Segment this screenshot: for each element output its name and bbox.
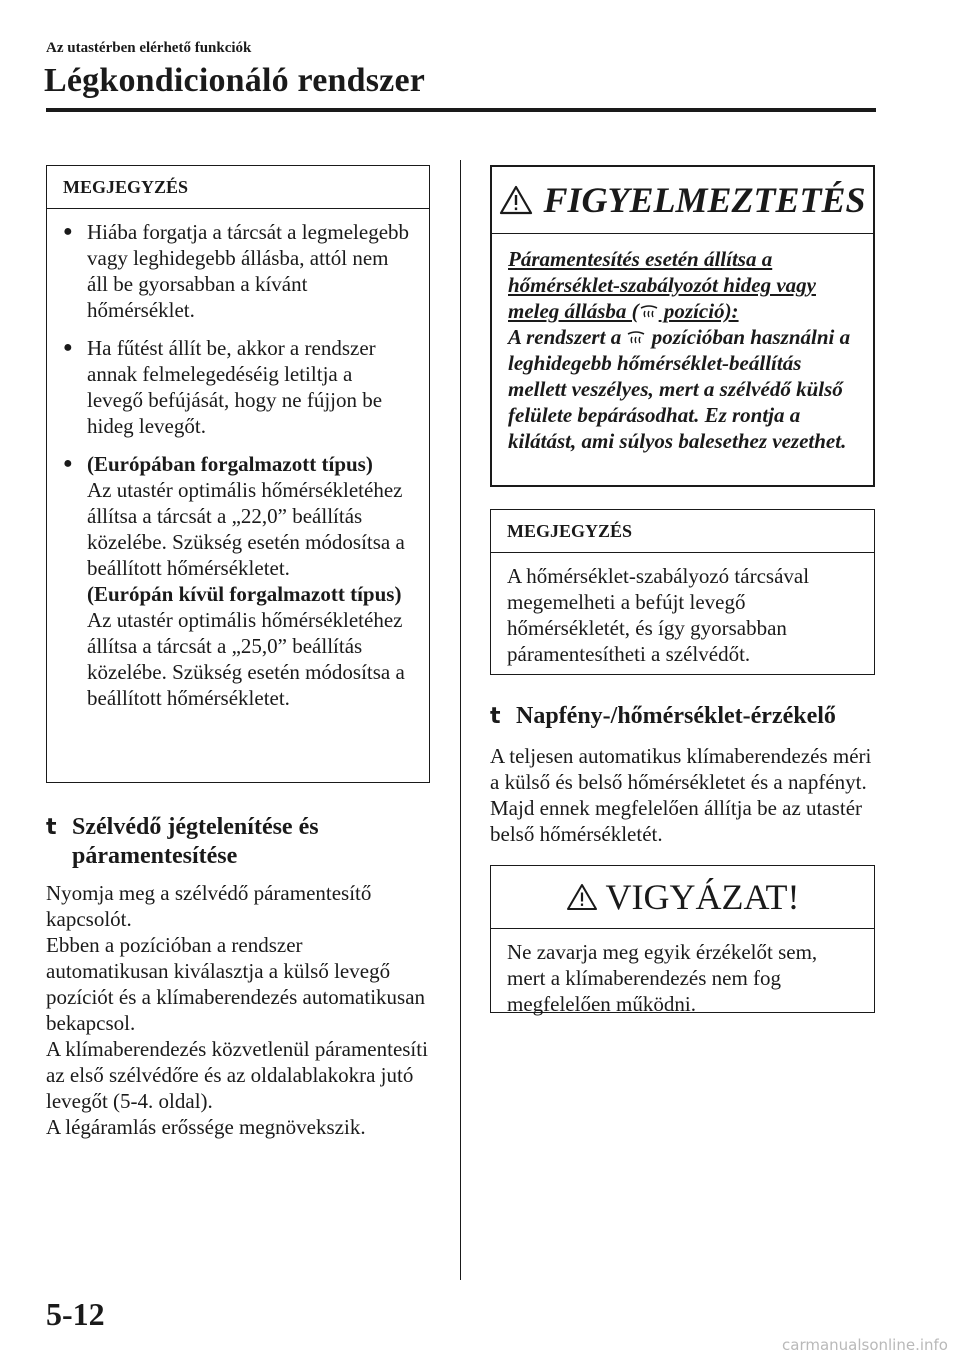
warning-instruction-line: Páramentesítés esetén állítsa a bbox=[508, 247, 773, 271]
page-number: 5-12 bbox=[46, 1296, 105, 1332]
column-divider bbox=[460, 160, 461, 1280]
list-item-text: Hiába forgatja a tárcsát a legmelegebb vagy leghidegebb állásba, attól nem áll be gyorsabban a kívánt hőmérséklet. bbox=[87, 220, 410, 322]
warning-explanation bbox=[508, 324, 857, 454]
warning-box bbox=[490, 165, 875, 487]
list-item-text bbox=[87, 451, 413, 711]
header-rule bbox=[46, 108, 876, 112]
defrost-heading bbox=[46, 813, 430, 871]
caution-box bbox=[490, 865, 875, 1016]
page-title: Légkondicionáló rendszer bbox=[44, 62, 426, 99]
warning-instruction-text: pozíció): bbox=[658, 299, 739, 323]
defrost-heading-text: Szélvédő jégtelenítése és páramentesítése bbox=[72, 814, 319, 869]
non-eu-type-label: (Európán kívül forgalmazott típus) bbox=[87, 582, 402, 606]
list-item-text: Ha fűtést állít be, akkor a rendszer annak felmelegedéséig letiltja a levegő befújását, hogy ne fújjon be hideg levegőt. bbox=[87, 336, 383, 438]
sensor-heading bbox=[490, 702, 875, 731]
list-item bbox=[63, 219, 413, 323]
section-marker-icon: t bbox=[46, 815, 57, 840]
note-box-2-body: A hőmérséklet-szabályozó tárcsával megemelheti a befújt levegő hőmérsékletét, és így gyorsabban páramentesítheti a szélvédőt. bbox=[507, 564, 810, 666]
bullet-icon: ● bbox=[63, 339, 73, 356]
watermark: carmanualsonline.info bbox=[782, 1336, 948, 1354]
warning-explanation-text: A rendszert a bbox=[508, 325, 627, 349]
note-box-2 bbox=[490, 509, 875, 675]
warning-instruction-text: meleg állásba ( bbox=[508, 299, 639, 323]
list-item bbox=[63, 335, 413, 439]
sensor-body: A teljesen automatikus klímaberendezés méri a külső és belső hőmérsékletet és a napfényt. Majd ennek megfelelően állítja be az utastér belső hőmérsékletét. bbox=[490, 744, 872, 846]
warning-triangle-icon bbox=[566, 883, 598, 911]
caution-body: Ne zavarja meg egyik érzékelőt sem, mert a klímaberendezés nem fog megfelelően működni. bbox=[507, 940, 818, 1016]
warning-body bbox=[492, 234, 873, 466]
paragraph: Nyomja meg a szélvédő páramentesítő kapcsolót. bbox=[46, 881, 372, 931]
note-box-2-heading: MEGJEGYZÉS bbox=[491, 510, 874, 553]
section-marker-icon: t bbox=[490, 704, 501, 729]
section-label: Az utastérben elérhető funkciók bbox=[46, 40, 252, 56]
warning-instruction-line bbox=[508, 298, 857, 324]
warning-triangle-icon bbox=[499, 185, 533, 215]
bullet-icon: ● bbox=[63, 223, 73, 240]
bullet-icon: ● bbox=[63, 455, 73, 472]
warning-instruction-line: hőmérséklet-szabályozót hideg vagy bbox=[508, 273, 816, 297]
note-box-1-body bbox=[47, 209, 429, 723]
note-box-1-heading: MEGJEGYZÉS bbox=[47, 166, 429, 209]
caution-heading bbox=[491, 866, 874, 929]
sensor-heading-text: Napfény-/hőmérséklet-érzékelő bbox=[516, 703, 836, 729]
warning-heading bbox=[492, 167, 873, 234]
windshield-defroster-icon bbox=[626, 330, 646, 348]
defrost-body bbox=[46, 880, 430, 1140]
warning-title: FIGYELMEZTETÉS bbox=[543, 180, 866, 220]
paragraph: Ebben a pozícióban a rendszer automatikusan kiválasztja a külső levegő pozíciót és a klímaberendezés automatikusan bekapcsol. bbox=[46, 933, 426, 1035]
eu-type-text: Az utastér optimális hőmérsékletéhez állítsa a tárcsát a „22,0” beállítás közelébe. Szükség esetén módosítsa a beállított hőmérsékletet. bbox=[87, 478, 405, 580]
eu-type-label: (Európában forgalmazott típus) bbox=[87, 452, 373, 476]
warning-explanation-text: pozícióban használni a leghidegebb hőmérséklet-beállítás mellett veszélyes, mert a szélvédő külső felülete bepárásodhat. Ez rontja a kilátást, ami súlyos balesethez vezethet. bbox=[508, 325, 851, 453]
caution-title: VIGYÁZAT! bbox=[605, 877, 800, 917]
windshield-defroster-icon bbox=[639, 304, 659, 322]
paragraph: A légáramlás erőssége megnövekszik. bbox=[46, 1115, 366, 1139]
note-box-1 bbox=[46, 165, 430, 783]
non-eu-type-text: Az utastér optimális hőmérsékletéhez állítsa a tárcsát a „25,0” beállítás közelébe. Szükség esetén módosítsa a beállított hőmérsékletet. bbox=[87, 608, 405, 710]
list-item bbox=[63, 451, 413, 711]
paragraph: A klímaberendezés közvetlenül páramentesíti az első szélvédőre és az oldalablakokra jutó levegőt (5-4. oldal). bbox=[46, 1037, 428, 1113]
